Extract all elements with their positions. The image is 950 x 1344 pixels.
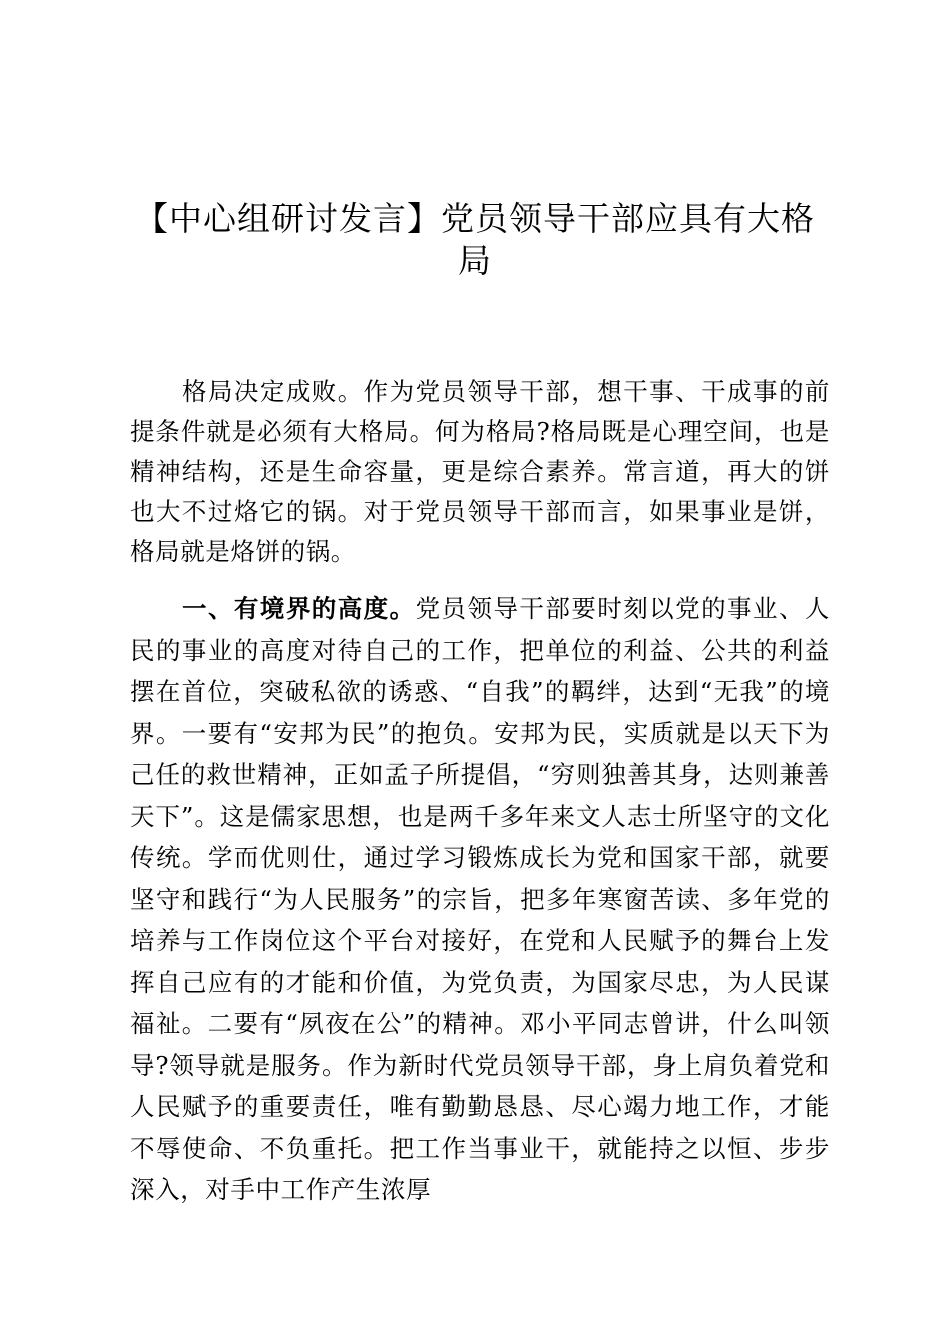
paragraph-intro-text: 格局决定成败。作为党员领导干部，想干事、干成事的前提条件就是必须有大格局。何为格局?格局既是心理空间，也是精神结构，还是生命容量，更是综合素养。常言道，再大的饼也大不过烙它的锅。对于党员领导干部而言，如果事业是饼，格局就是烙饼的锅。 — [130, 377, 830, 566]
paragraph-section-1 — [130, 588, 830, 1211]
section-1-text: 党员领导干部要时刻以党的事业、人民的事业的高度对待自己的工作，把单位的利益、公共的利益摆在首位，突破私欲的诱惑、“自我”的羁绊，达到“无我”的境界。一要有“安邦为民”的抱负。安邦为民，实质就是以天下为己任的救世精神，正如孟子所提倡，“穷则独善其身，达则兼善天下”。这是儒家思想，也是两千多年来文人志士所坚守的文化传统。学而优则仕，通过学习锻炼成长为党和国家干部，就要坚守和践行“为人民服务”的宗旨，把多年寒窗苦读、多年党的培养与工作岗位这个平台对接好，在党和人民赋予的舞台上发挥自己应有的才能和价值，为党负责，为国家尽忠，为人民谋福祉。二要有“夙夜在公”的精神。邓小平同志曾讲，什么叫领导?领导就是服务。作为新时代党员领导干部，身上肩负着党和人民赋予的重要责任，唯有勤勤恳恳、尽心竭力地工作，才能不辱使命、不负重托。把工作当事业干，就能持之以恒、步步深入，对手中工作产生浓厚 — [130, 594, 830, 1204]
document-title: 【中心组研讨发言】党员领导干部应具有大格局 — [135, 199, 815, 280]
section-1-heading: 一、有境界的高度。 — [182, 594, 416, 623]
paragraph-intro — [130, 372, 830, 572]
